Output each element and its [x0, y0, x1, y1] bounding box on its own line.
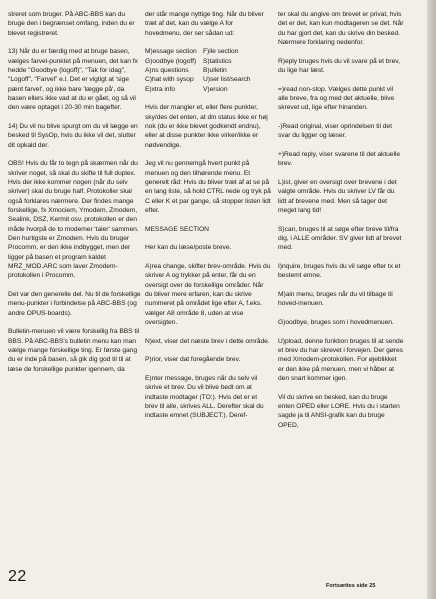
page-number: 22	[8, 568, 27, 585]
paragraph-read-reply: +)Read reply, viser svarene til det aktuelle brev.	[278, 150, 401, 168]
paragraph-enter-message: E)nter message, bruges når du selv vil skrive et brev. Du vil blive bedt om at indtaste modtager (TO:). Hvis det er et brev til alle, skrives ALL. Derefter skal du indtaste emnet (SUBJECT:). Deref-	[145, 374, 264, 420]
paragraph-read-nonstop: =)read non-stop. Vælges dette punkt vil alle breve, fra og med det aktuelle, blive skrevet ud, lige efter hinanden.	[278, 85, 395, 112]
paragraph-missing-items: Hvis der mangler et, eller flere punkter, sky/des det enten, at din status ikke er høj nok (du er ikke blevet godkendt endnu), eller at disse punkter ikke virker/ikke er nødvendige.	[145, 104, 268, 149]
paragraph-scan: S)can, bruges til at søge efter breve til/fra dig, i ALLE områder. SV giver lidt af brevet med.	[278, 225, 402, 252]
menu-row	[145, 75, 271, 84]
column-right	[278, 10, 404, 430]
paragraph-general-part: Det var den generelle del. Nu til de forskellige menu-punkter i forbindelse på ABC-BBS (og andre OPUS-boards).	[8, 291, 141, 317]
paragraph-general-advice: Jeg vil nu gennemgå hvert punkt på menuen og den tilhørende menu. Et generelt råd: Hvis du bliver træt af at se på en lang liste, så hold CTRL nede og tryk på C eller K et par gange, så stopper listen lidt efter.	[145, 160, 271, 215]
menu-item: S)tatistics	[203, 57, 232, 65]
paragraph-step-14: 14) Du vil nu blive spurgt om du vil lægge en besked til SysOp, hvis du ikke vil det, slutter dit opkald der.	[8, 123, 138, 149]
paragraph-upload: U)pload, denne funktion bruges til at sende et brev du har skrevet i forvejen. Der gøres med Xmodem-protokollen. For øjeblikket er den ikke på menuen, men vi håber at den snart kommer igen.	[278, 337, 404, 382]
menu-item: B)ulletin	[203, 67, 227, 75]
paragraph-main-menu: M)ain menu, bruges når du vil tilbage til hoved-menuen.	[278, 290, 393, 308]
column-middle	[145, 10, 271, 421]
menu-item: F)ile section	[203, 48, 239, 56]
paragraph-area-change: A)rea change, skifter brev-område. Hvis du skriver A og trykker på enter, får du en oversigt over de forskellige områder. Når du bliver mere erfaren, kan du skrive nummeret på området lige efter A, f.eks. vælger A8 område 8, uden at vise oversigten.	[145, 263, 271, 327]
paragraph-list: L)ist, giver en oversigt over brevene i det valgte område. Hvis du skriver LV får du lidt af brevene med. Men så tager det meget lang tid!	[278, 178, 397, 214]
menu-item: U)ser list/search	[203, 76, 251, 84]
menu-row	[145, 47, 271, 56]
paragraph-bulletin-menu: Bulletin-menuen vil være forskellig fra BBS til BBS. På ABC-BBS's bulletin menu kan man vælge mange forskellige ting. Er første gang du er inde på basen, så gik dig god til til at læse de forskellige punkter igennem, da	[8, 328, 140, 373]
menu-row	[145, 66, 271, 75]
menu-item: A)ns questions	[145, 67, 189, 75]
paragraph-prior: P)rior, viser dat foregående brev.	[145, 356, 241, 364]
column-left	[8, 10, 141, 374]
main-menu-listing	[145, 47, 271, 94]
paragraph-goodbye: G)oodbye, bruges som i hovedmenuen.	[278, 318, 394, 326]
paragraph-editors: Vil du skrive en besked, kan du bruge enten OPED eller LORE. Hvis du i starten sagde ja til ANSI-grafik kan du bruge OPED,	[278, 393, 400, 429]
menu-item: C)hat with sysop	[145, 76, 194, 84]
menu-row	[145, 57, 271, 66]
paragraph-step-13: 13) Når du er færdig med at bruge basen, vælges farvel-punktet på menuen, det kan fx hedde "Goodbye (logoff)", "Tak for idag", "Logoff", "Farvel" e.l. Det er vigtigt at 'sige pænt farvel', og ikke bare 'lægge på', da basen ellers ikke vad at du er gået, og så vil den være optaget i 20-30 min bagefter.	[8, 48, 138, 112]
paragraph-next: N)ext, viser det næste brev i dette område.	[145, 337, 270, 345]
continued-note: Fortsættes side 25	[326, 583, 376, 589]
paragraph-main-menu-intro: der står mange nyttige ting. Når du bliver træt af det, kan du vælge A for hovedmenu, der ser sådan ud:	[145, 11, 264, 37]
page-edge-shadow	[427, 0, 436, 599]
paragraph-private: ter skal du angive om brevet er privat, hvis det er det, kan kun modtageren se det. Når du har gjort det, kan du skrive din besked. Nærmere forklaring nedenfor.	[278, 11, 404, 47]
menu-item: M)essage section	[145, 48, 197, 56]
menu-item: V)ersion	[203, 85, 228, 93]
paragraph-inquire: I)nquire, bruges hvis du vil søge efter tx et bestemt emne.	[278, 262, 401, 280]
paragraph-reply: R)eply bruges hvis du vil svare på et brev, du lige har læst.	[278, 57, 400, 75]
paragraph-registration: streret som bruger. På ABC-BBS kan du bruge den i begrænset omfang, inden du er blevet registreret.	[8, 11, 135, 37]
section-heading: MESSAGE SECTION	[145, 225, 209, 233]
paragraph-read-original: -)Read original, viser oprindelsen til det svar du ligger og læser.	[278, 122, 392, 140]
menu-row	[145, 85, 271, 94]
paragraph-obs-note: OBS! Hvis du får to tegn på skærmen når du skriver noget, så skal du skifte til full duplex. Hvis der ikke kommer nogen (når du selv skriver) skal du bruge half. Protokoller skal også forklares nærmere. Der findes mange forskellige, fx Xmociem, Ymodem, Zmodem, Sealink, DSZ, Kermit osv. protokollen er den måde hvorpå de to modemer 'taler' sammen. Den hurtigste er Zmodem. Hvis du bruger Procomm, er den ikke indbygget, men der ligger på basen et program kaldet MRZ_MOD.ARC som laver Zmodem-protokollen i Procomm.	[8, 160, 139, 280]
paragraph-message-intro: Her kan du læse/poste breve.	[145, 244, 232, 252]
menu-item: E)xtra info	[145, 85, 175, 93]
menu-item: G)oodbye (logoff)	[145, 57, 197, 65]
